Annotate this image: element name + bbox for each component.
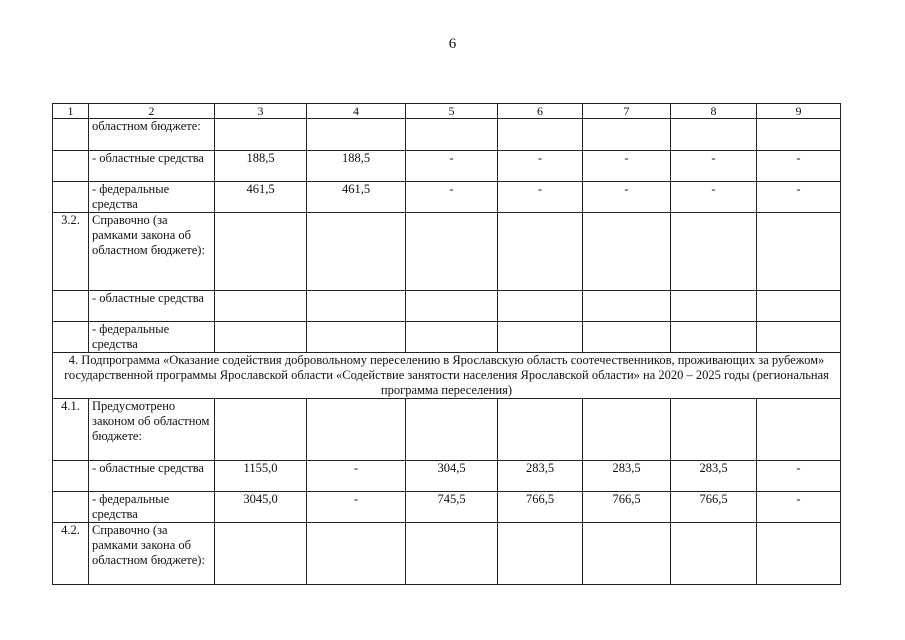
value-cell: 461,5 xyxy=(307,182,406,213)
value-cell: 283,5 xyxy=(583,461,671,492)
value-cell: 461,5 xyxy=(215,182,307,213)
section-heading: 4. Подпрограмма «Оказание содействия добровольному переселению в Ярославскую область соотечественников, проживающих за рубежом» государственной программы Ярославской области «Содействие занятости населения Ярославской области» на 2020 – 2025 годы (региональная программа переселения) xyxy=(53,353,841,399)
value-cell: 3045,0 xyxy=(215,492,307,523)
value-cell: 766,5 xyxy=(498,492,583,523)
value-cell: 304,5 xyxy=(406,461,498,492)
value-cell: - xyxy=(757,492,841,523)
value-cell: 1155,0 xyxy=(215,461,307,492)
table-row xyxy=(53,492,841,523)
table-row xyxy=(53,291,841,322)
column-header: 7 xyxy=(583,104,671,119)
row-label: - федеральные средства xyxy=(89,322,215,353)
row-number-cell: 3.2. xyxy=(53,213,89,291)
table-row xyxy=(53,151,841,182)
table-row xyxy=(53,461,841,492)
value-cell: 766,5 xyxy=(671,492,757,523)
value-cell: - xyxy=(671,182,757,213)
table-row xyxy=(53,399,841,461)
row-label: - федеральные средства xyxy=(89,492,215,523)
column-header: 3 xyxy=(215,104,307,119)
table-row xyxy=(53,213,841,291)
value-cell: - xyxy=(583,151,671,182)
row-number-cell: 4.2. xyxy=(53,523,89,585)
row-label: - областные средства xyxy=(89,151,215,182)
value-cell: 745,5 xyxy=(406,492,498,523)
column-header: 6 xyxy=(498,104,583,119)
column-header: 1 xyxy=(53,104,89,119)
value-cell: - xyxy=(757,461,841,492)
value-cell: 188,5 xyxy=(307,151,406,182)
column-header: 9 xyxy=(757,104,841,119)
budget-table xyxy=(52,103,841,585)
row-number-cell: 4.1. xyxy=(53,399,89,461)
column-header: 8 xyxy=(671,104,757,119)
row-label: - областные средства xyxy=(89,291,215,322)
value-cell: - xyxy=(406,151,498,182)
row-label: Справочно (за рамками закона об областном бюджете): xyxy=(89,213,215,291)
column-header: 5 xyxy=(406,104,498,119)
table-row xyxy=(53,119,841,151)
table-row xyxy=(53,523,841,585)
value-cell: 283,5 xyxy=(498,461,583,492)
row-number-cell xyxy=(53,119,89,151)
row-label: - федеральные средства xyxy=(89,182,215,213)
value-cell: - xyxy=(307,492,406,523)
value-cell: - xyxy=(583,182,671,213)
value-cell: - xyxy=(406,182,498,213)
table-row xyxy=(53,322,841,353)
page-number: 6 xyxy=(448,36,457,52)
value-cell: - xyxy=(498,151,583,182)
row-label: Предусмотрено законом об областном бюджете: xyxy=(89,399,215,461)
table-header-row xyxy=(53,104,841,119)
table-row xyxy=(53,182,841,213)
column-header: 4 xyxy=(307,104,406,119)
value-cell: 766,5 xyxy=(583,492,671,523)
row-label: Справочно (за рамками закона об областном бюджете): xyxy=(89,523,215,585)
value-cell: 283,5 xyxy=(671,461,757,492)
value-cell: - xyxy=(757,151,841,182)
row-label: областном бюджете: xyxy=(89,119,215,151)
column-header: 2 xyxy=(89,104,215,119)
value-cell: - xyxy=(671,151,757,182)
value-cell: - xyxy=(307,461,406,492)
section-heading-row xyxy=(53,353,841,399)
value-cell: - xyxy=(498,182,583,213)
value-cell: - xyxy=(757,182,841,213)
row-label: - областные средства xyxy=(89,461,215,492)
value-cell: 188,5 xyxy=(215,151,307,182)
